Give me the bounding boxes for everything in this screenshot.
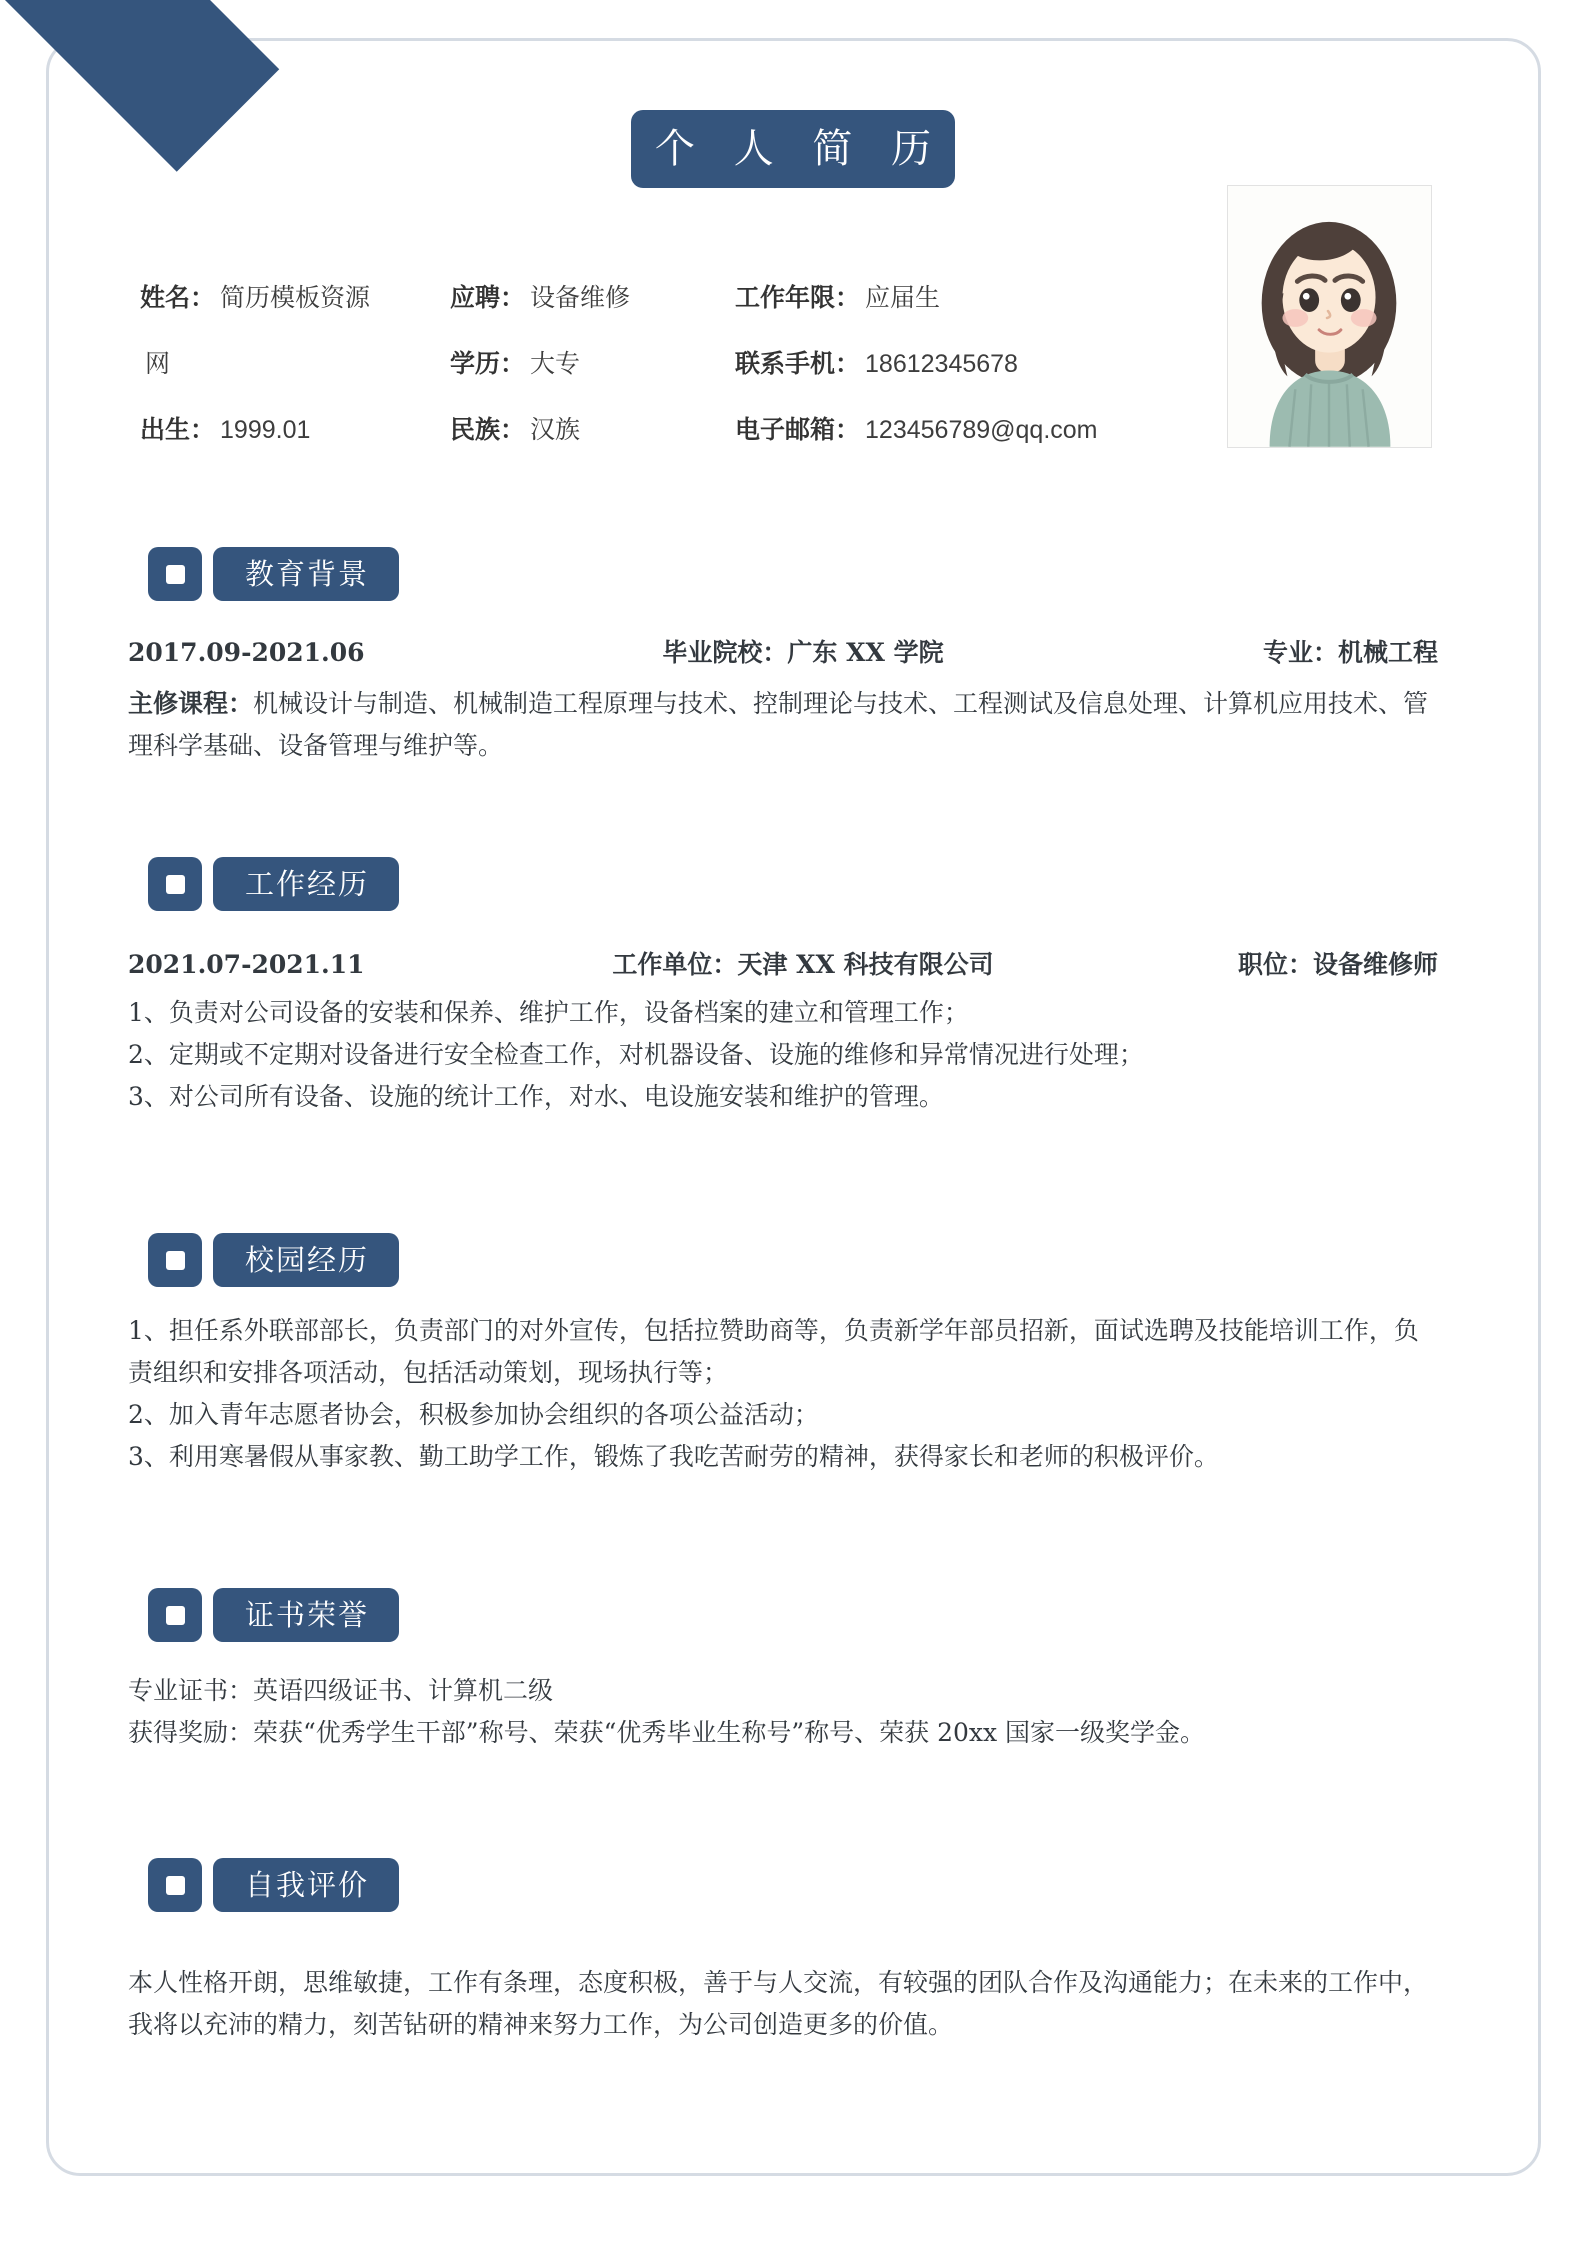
award-line xyxy=(128,1712,1438,1754)
info-label: 民族： xyxy=(450,416,526,444)
education-date: 2017.09-2021.06 xyxy=(128,638,365,667)
portrait-illustration xyxy=(1228,186,1431,447)
info-row xyxy=(140,278,1200,344)
award-value: 荣获“优秀学生干部”称号、荣获“优秀毕业生称号”称号、荣获 20xx 国家一级奖学金。 xyxy=(253,1718,1206,1747)
info-label: 出生： xyxy=(140,416,216,444)
list-item: 2、定期或不定期对设备进行安全检查工作，对机器设备、设施的维修和异常情况进行处理； xyxy=(128,1040,1144,1069)
square-bullet-icon xyxy=(148,857,202,911)
education-major-value: 机械工程 xyxy=(1337,638,1438,667)
info-field-name-overflow xyxy=(140,344,450,380)
info-label: 学历： xyxy=(450,350,526,378)
certificate-value: 英语四级证书、计算机二级 xyxy=(253,1676,554,1705)
resume-title-banner xyxy=(631,110,955,188)
work-position xyxy=(1138,944,1438,986)
info-field-birth xyxy=(140,410,450,446)
section-header-self-evaluation xyxy=(148,1858,399,1912)
work-duties-list xyxy=(128,992,1438,1118)
info-field-experience-years xyxy=(735,278,1195,314)
info-label: 电子邮箱： xyxy=(735,416,861,444)
education-courses-label: 主修课程： xyxy=(128,689,254,718)
certificates-content xyxy=(128,1670,1438,1754)
info-value: 网 xyxy=(145,350,171,378)
work-company xyxy=(468,944,1138,986)
self-evaluation-text: 本人性格开朗，思维敏捷，工作有条理，态度积极，善于与人交流，有较强的团队合作及沟通能力；在未来的工作中，我将以充沛的精力，刻苦钻研的精神来努力工作，为公司创造更多的价值。 xyxy=(128,1968,1429,2039)
info-label: 工作年限： xyxy=(735,284,861,312)
campus-activities-list xyxy=(128,1310,1438,1478)
work-position-value: 设备维修师 xyxy=(1312,950,1438,979)
list-item: 2、加入青年志愿者协会，积极参加协会组织的各项公益活动； xyxy=(128,1400,819,1429)
work-date: 2021.07-2021.11 xyxy=(128,950,365,979)
education-entry-header xyxy=(128,632,1438,674)
education-major-label: 专业： xyxy=(1262,638,1338,667)
info-field-ethnicity xyxy=(450,410,735,446)
info-row xyxy=(140,410,1200,476)
work-position-label: 职位： xyxy=(1237,950,1313,979)
page-title: 个 人 简 历 xyxy=(654,126,945,172)
education-school xyxy=(468,632,1138,674)
section-header-campus xyxy=(148,1233,399,1287)
info-field-name xyxy=(140,278,450,314)
section-label-box xyxy=(213,857,399,911)
info-value: 大专 xyxy=(530,350,581,378)
list-item: 1、负责对公司设备的安装和保养、维护工作，设备档案的建立和管理工作； xyxy=(128,998,969,1027)
info-row xyxy=(140,344,1200,410)
square-bullet-icon xyxy=(148,1588,202,1642)
section-label-box xyxy=(213,1858,399,1912)
section-heading: 教育背景 xyxy=(244,556,369,591)
personal-info-grid xyxy=(140,278,1200,476)
info-field-email xyxy=(735,410,1195,446)
section-label-box xyxy=(213,547,399,601)
section-heading: 自我评价 xyxy=(244,1867,369,1902)
info-value: 123456789@qq.com xyxy=(865,416,1098,444)
list-item: 3、利用寒暑假从事家教、勤工助学工作，锻炼了我吃苦耐劳的精神，获得家长和老师的积极评价。 xyxy=(128,1442,1219,1471)
certificate-line xyxy=(128,1670,1438,1712)
info-value: 18612345678 xyxy=(865,350,1018,378)
education-courses xyxy=(128,683,1438,767)
info-label: 姓名： xyxy=(140,284,216,312)
section-heading: 证书荣誉 xyxy=(244,1597,369,1632)
list-item: 1、担任系外联部部长，负责部门的对外宣传，包括拉赞助商等，负责新学年部员招新，面试选聘及技能培训工作，负责组织和安排各项活动，包括活动策划，现场执行等； xyxy=(128,1316,1419,1387)
education-major xyxy=(1138,632,1438,674)
work-entry-header xyxy=(128,944,1438,986)
info-field-education-level xyxy=(450,344,735,380)
section-header-work xyxy=(148,857,399,911)
education-school-label: 毕业院校： xyxy=(662,638,788,667)
section-label-box xyxy=(213,1233,399,1287)
info-field-position-applied xyxy=(450,278,735,314)
section-heading: 校园经历 xyxy=(244,1242,369,1277)
award-label: 获得奖励： xyxy=(128,1718,254,1747)
info-value: 1999.01 xyxy=(220,416,311,444)
info-value: 设备维修 xyxy=(530,284,631,312)
education-school-value: 广东 XX 学院 xyxy=(787,638,944,667)
section-label-box xyxy=(213,1588,399,1642)
square-bullet-icon xyxy=(148,1233,202,1287)
square-bullet-icon xyxy=(148,547,202,601)
list-item: 3、对公司所有设备、设施的统计工作，对水、电设施安装和维护的管理。 xyxy=(128,1082,944,1111)
info-value: 应届生 xyxy=(865,284,941,312)
avatar xyxy=(1227,185,1432,448)
info-value: 简历模板资源 xyxy=(220,284,371,312)
info-label: 应聘： xyxy=(450,284,526,312)
square-bullet-icon xyxy=(148,1858,202,1912)
work-company-label: 工作单位： xyxy=(612,950,738,979)
section-header-education xyxy=(148,547,399,601)
certificate-label: 专业证书： xyxy=(128,1676,254,1705)
work-company-value: 天津 XX 科技有限公司 xyxy=(737,950,994,979)
info-field-phone xyxy=(735,344,1195,380)
section-header-certificates xyxy=(148,1588,399,1642)
education-courses-value: 机械设计与制造、机械制造工程原理与技术、控制理论与技术、工程测试及信息处理、计算机应用技术、管理科学基础、设备管理与维护等。 xyxy=(128,689,1429,760)
info-label: 联系手机： xyxy=(735,350,861,378)
section-heading: 工作经历 xyxy=(244,866,369,901)
info-value: 汉族 xyxy=(530,416,581,444)
